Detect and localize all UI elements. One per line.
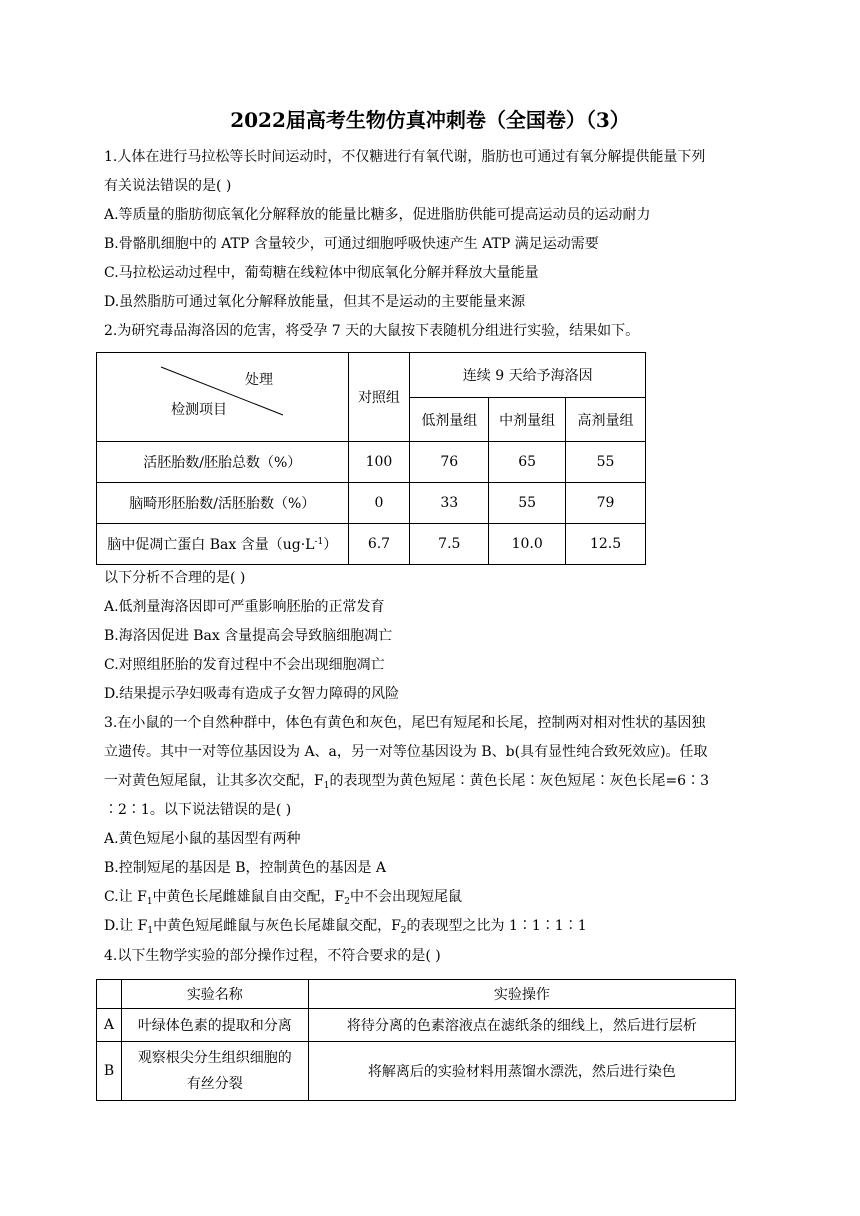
header-high-dose: 高剂量组 — [566, 398, 646, 442]
option-text: C.让 F — [104, 889, 147, 905]
option-text: 中黄色长尾雌雄鼠自由交配，F — [152, 889, 345, 905]
experiment-operation: 将待分离的色素溶液点在滤纸条的细线上，然后进行层析 — [308, 1009, 735, 1042]
row-label-close: ） — [323, 537, 338, 553]
table-row — [97, 524, 646, 565]
corner-label-treatment: 处理 — [245, 372, 273, 388]
table-cell: 79 — [566, 483, 646, 524]
row-key: A — [97, 1009, 122, 1042]
subscript: 1 — [323, 781, 330, 791]
subscript: 1 — [146, 897, 153, 907]
corner-label-test-item: 检测项目 — [171, 402, 227, 418]
subscript: 2 — [400, 926, 407, 936]
q3-stem-text: 一对黄色短尾鼠，让其多次交配，F — [104, 773, 324, 789]
table-row — [97, 1009, 736, 1042]
q3-stem-line4: ∶2∶1。以下说法错误的是( ) — [104, 802, 292, 818]
row-label: 活胚胎数/胚胎总数（%） — [97, 442, 349, 483]
q3-option-b: B.控制短尾的基因是 B，控制黄色的基因是 A — [104, 860, 387, 876]
table-row — [97, 442, 646, 483]
header-experiment-name: 实验名称 — [121, 980, 308, 1009]
q1-option-d: D.虽然脂肪可通过氧化分解释放能量，但其不是运动的主要能量来源 — [104, 294, 526, 310]
option-text: D.让 F — [104, 918, 148, 934]
q4-stem: 4.以下生物学实验的部分操作过程，不符合要求的是( ) — [104, 948, 441, 964]
table-cell: 10.0 — [489, 524, 566, 565]
q3-option-d — [104, 916, 587, 936]
row-label: 脑畸形胚胎数/活胚胎数（%） — [97, 483, 349, 524]
q1-stem-line2: 有关说法错误的是( ) — [104, 178, 232, 194]
q2-option-b: B.海洛因促进 Bax 含量提高会导致脑细胞凋亡 — [104, 628, 393, 644]
q2-data-table — [96, 352, 646, 565]
header-mid-dose: 中剂量组 — [489, 398, 566, 442]
table-cell: 6.7 — [348, 524, 410, 565]
q3-stem-line3 — [104, 771, 709, 791]
experiment-operation: 将解离后的实验材料用蒸馏水漂洗，然后进行染色 — [308, 1042, 735, 1101]
table-row — [97, 1042, 736, 1101]
experiment-name: 叶绿体色素的提取和分离 — [121, 1009, 308, 1042]
row-label-text: 脑中促凋亡蛋白 Bax 含量（ug·L — [107, 537, 315, 553]
option-text: 中黄色短尾雌鼠与灰色长尾雄鼠交配，F — [153, 918, 401, 934]
diagonal-divider — [97, 353, 349, 441]
table-cell: 55 — [489, 483, 566, 524]
table-cell: 7.5 — [410, 524, 489, 565]
subscript: 1 — [147, 926, 154, 936]
experiment-name-line2: 有丝分裂 — [186, 1076, 243, 1092]
q2-option-d: D.结果提示孕妇吸毒有造成子女智力障碍的风险 — [104, 686, 400, 702]
header-control-group: 对照组 — [348, 353, 410, 442]
q3-option-a: A.黄色短尾小鼠的基因型有两种 — [104, 831, 301, 847]
q2-stem: 2.为研究毒品海洛因的危害，将受孕 7 天的大鼠按下表随机分组进行实验，结果如下。 — [104, 323, 640, 339]
header-experiment-operation: 实验操作 — [308, 980, 735, 1009]
q1-option-c: C.马拉松运动过程中，葡萄糖在线粒体中彻底氧化分解并释放大量能量 — [104, 265, 539, 281]
table-cell: 12.5 — [566, 524, 646, 565]
q3-stem-text: 的表现型为黄色短尾∶黄色长尾∶灰色短尾∶灰色长尾=6∶3 — [329, 773, 709, 789]
q3-option-c — [104, 887, 462, 907]
experiment-name — [121, 1042, 308, 1101]
page-title: 2022届高考生物仿真冲刺卷（全国卷）（3） — [230, 108, 630, 132]
table-row — [97, 483, 646, 524]
q3-stem-line2: 立遗传。其中一对等位基因设为 A、a，另一对等位基因设为 B、b(具有显性纯合致死效应)。任取 — [104, 744, 708, 760]
table-cell: 0 — [348, 483, 410, 524]
table-cell: 65 — [489, 442, 566, 483]
table-corner-cell — [97, 353, 349, 442]
table-cell: 76 — [410, 442, 489, 483]
header-heroin-group: 连续 9 天给予海洛因 — [410, 353, 646, 398]
q2-option-a: A.低剂量海洛因即可严重影响胚胎的正常发育 — [104, 599, 385, 615]
unit-superscript: -1 — [314, 537, 324, 547]
q4-experiment-table — [96, 979, 736, 1101]
header-low-dose: 低剂量组 — [410, 398, 489, 442]
subscript: 2 — [344, 897, 351, 907]
table-cell: 100 — [348, 442, 410, 483]
header-key — [97, 980, 122, 1009]
q1-option-a: A.等质量的脂肪彻底氧化分解释放的能量比糖多，促进脂肪供能可提高运动员的运动耐力 — [104, 207, 651, 223]
q1-option-b: B.骨骼肌细胞中的 ATP 含量较少，可通过细胞呼吸快速产生 ATP 满足运动需要 — [104, 236, 599, 252]
table-cell: 33 — [410, 483, 489, 524]
row-label — [97, 524, 349, 565]
table-cell: 55 — [566, 442, 646, 483]
option-text: 的表现型之比为 1∶1∶1∶1 — [406, 918, 587, 934]
row-key: B — [97, 1042, 122, 1101]
option-text: 中不会出现短尾鼠 — [350, 889, 463, 905]
q3-stem-line1: 3.在小鼠的一个自然种群中，体色有黄色和灰色，尾巴有短尾和长尾，控制两对相对性状的基因独 — [104, 715, 706, 731]
q1-stem-line1: 1.人体在进行马拉松等长时间运动时，不仅糖进行有氧代谢，脂肪也可通过有氧分解提供能量下列 — [104, 149, 706, 165]
experiment-name-line1: 观察根尖分生组织细胞的 — [137, 1050, 292, 1066]
q2-question: 以下分析不合理的是( ) — [104, 570, 246, 586]
q2-option-c: C.对照组胚胎的发育过程中不会出现细胞凋亡 — [104, 657, 385, 673]
